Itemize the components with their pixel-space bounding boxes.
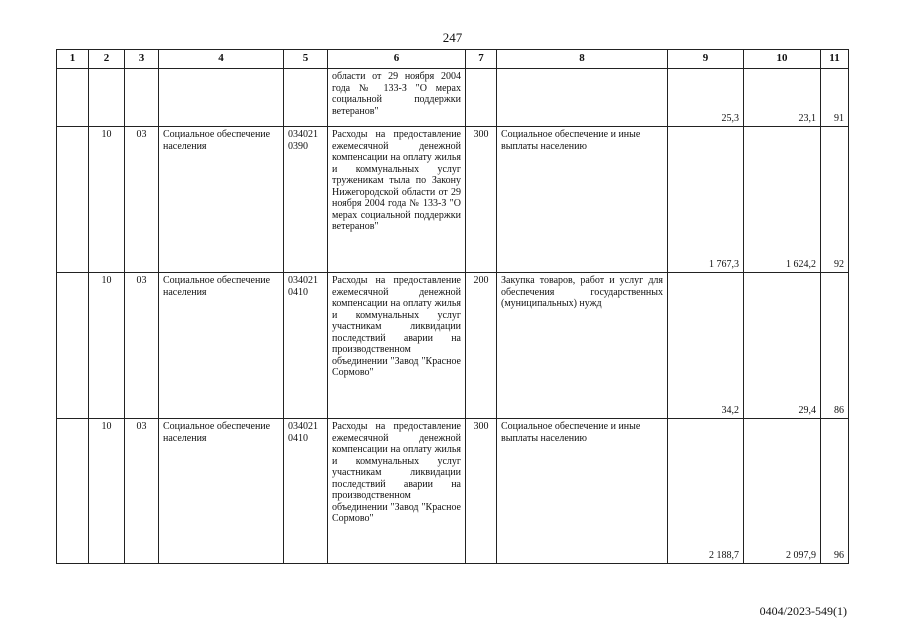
page-number: 247 [442, 30, 463, 45]
table-row [57, 419, 849, 564]
cell-percent: 91 [821, 69, 849, 127]
cell-expense-description: Расходы на предоставление ежемесячной денежной компенсации на оплату жилья и коммунальных услуг участникам ликвидации последствий аварии на производственном объединении "Завод "Красное Сормово" [328, 273, 466, 419]
cell-expense-description: Расходы на предоставление ежемесячной денежной компенсации на оплату жилья и коммунальных услуг участникам ликвидации последствий аварии на производственном объединении "Завод "Красное Сормово" [328, 419, 466, 564]
cell-amount-planned: 2 188,7 [668, 419, 744, 564]
cell-subsection: 03 [125, 273, 159, 419]
cell-section: 10 [89, 273, 125, 419]
table-row [57, 69, 849, 127]
cell-col1 [57, 273, 89, 419]
table-row [57, 273, 849, 419]
cell-section: 10 [89, 127, 125, 273]
cell-section: 10 [89, 419, 125, 564]
column-header: 6 [328, 50, 466, 69]
cell-expense-type-code: 300 [466, 419, 497, 564]
cell-amount-planned: 25,3 [668, 69, 744, 127]
cell-section-name: Социальное обеспечение населения [159, 273, 284, 419]
cell-percent: 86 [821, 273, 849, 419]
column-header: 3 [125, 50, 159, 69]
cell-percent: 92 [821, 127, 849, 273]
table-row [57, 127, 849, 273]
cell-amount-actual: 29,4 [744, 273, 821, 419]
cell-expense-type-code [466, 69, 497, 127]
cell-amount-actual: 23,1 [744, 69, 821, 127]
cell-section-name: Социальное обеспечение населения [159, 127, 284, 273]
column-header: 1 [57, 50, 89, 69]
cell-subsection [125, 69, 159, 127]
column-header: 10 [744, 50, 821, 69]
cell-expense-type-name [497, 69, 668, 127]
column-header: 2 [89, 50, 125, 69]
cell-subsection: 03 [125, 419, 159, 564]
cell-expense-type-name: Закупка товаров, работ и услуг для обеспечения государственных (муниципальных) нужд [497, 273, 668, 419]
cell-section [89, 69, 125, 127]
column-header: 5 [284, 50, 328, 69]
column-header: 4 [159, 50, 284, 69]
cell-amount-actual: 1 624,2 [744, 127, 821, 273]
cell-target-code: 034021 0410 [284, 273, 328, 419]
budget-table [56, 49, 849, 564]
document-code: 0404/2023-549(1) [759, 604, 847, 618]
cell-section-name [159, 69, 284, 127]
cell-expense-description: области от 29 ноября 2004 года № 133-З "О мерах социальной поддержки ветеранов" [328, 69, 466, 127]
cell-expense-description: Расходы на предоставление ежемесячной денежной компенсации на оплату жилья и коммунальных услуг труженикам тыла по Закону Нижегородской области от 29 ноября 2004 года № 133-З "О мерах социальной поддержки ветеранов" [328, 127, 466, 273]
cell-col1 [57, 419, 89, 564]
cell-expense-type-name: Социальное обеспечение и иные выплаты населению [497, 419, 668, 564]
column-header: 8 [497, 50, 668, 69]
cell-col1 [57, 69, 89, 127]
cell-section-name: Социальное обеспечение населения [159, 419, 284, 564]
cell-expense-type-name: Социальное обеспечение и иные выплаты населению [497, 127, 668, 273]
cell-col1 [57, 127, 89, 273]
cell-target-code: 034021 0390 [284, 127, 328, 273]
cell-target-code [284, 69, 328, 127]
cell-percent: 96 [821, 419, 849, 564]
cell-amount-planned: 34,2 [668, 273, 744, 419]
cell-expense-type-code: 200 [466, 273, 497, 419]
column-header: 11 [821, 50, 849, 69]
table-header-row [57, 50, 849, 69]
cell-expense-type-code: 300 [466, 127, 497, 273]
cell-amount-planned: 1 767,3 [668, 127, 744, 273]
cell-subsection: 03 [125, 127, 159, 273]
column-header: 9 [668, 50, 744, 69]
cell-amount-actual: 2 097,9 [744, 419, 821, 564]
cell-target-code: 034021 0410 [284, 419, 328, 564]
column-header: 7 [466, 50, 497, 69]
